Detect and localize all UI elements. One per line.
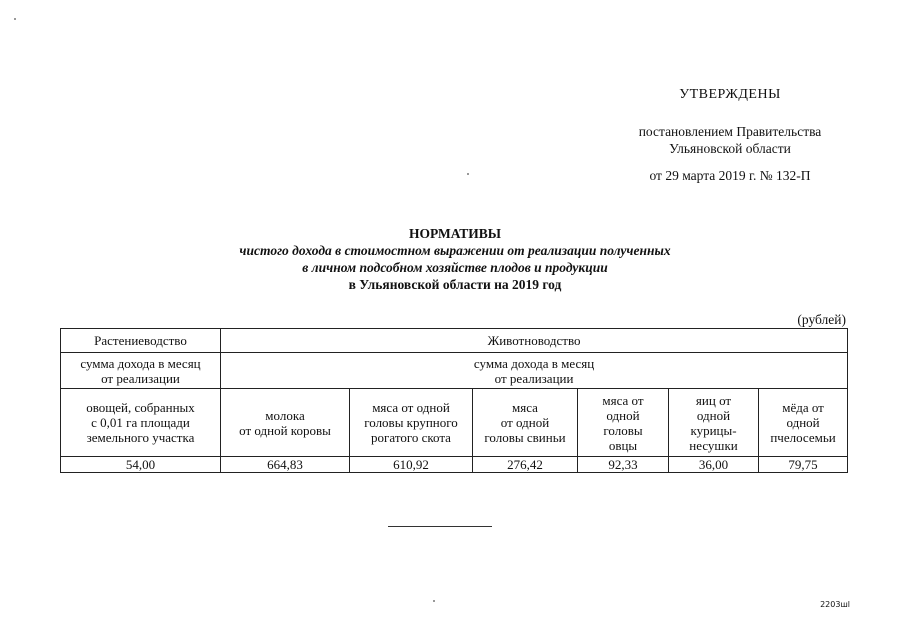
income-crop-line: от реализации <box>101 370 180 386</box>
column-header-mutton <box>578 389 669 457</box>
value-milk: 664,83 <box>221 457 350 473</box>
scan-speck <box>467 173 469 175</box>
heading-title: НОРМАТИВЫ <box>408 226 502 241</box>
column-header-line: мяса <box>512 400 538 415</box>
column-header-line: рогатого скота <box>371 430 451 445</box>
column-header-line: мёда от <box>782 400 824 415</box>
column-header-line: головы свиньи <box>484 430 566 445</box>
column-header-line: от одной коровы <box>239 422 331 438</box>
units-label: (рублей) <box>797 312 846 327</box>
values-row <box>61 457 848 473</box>
header-livestock: Животноводство <box>221 329 848 353</box>
value-vegetables: 54,00 <box>61 457 221 473</box>
norms-table <box>60 328 848 473</box>
column-header-vegetables <box>61 389 221 457</box>
column-header-line: яиц от <box>695 392 732 408</box>
document-code: 2203шl <box>820 600 850 609</box>
heading-line-2: в личном подсобном хозяйстве плодов и продукции <box>302 260 608 275</box>
column-header-line: мяса от <box>602 392 644 408</box>
value-pork: 276,42 <box>473 457 578 473</box>
column-header-milk <box>221 389 350 457</box>
column-header-line: головы <box>603 422 643 438</box>
approval-title: УТВЕРЖДЕНЫ <box>679 87 781 102</box>
header-crop: Растениеводство <box>61 329 221 353</box>
column-header-line: несушки <box>689 437 738 453</box>
column-header-line: земельного участка <box>86 430 195 445</box>
value-eggs: 36,00 <box>669 457 759 473</box>
column-header-line: от одной <box>500 415 550 430</box>
column-header-line: с 0,01 га площади <box>91 415 190 430</box>
column-header-line: овцы <box>608 437 638 453</box>
scan-speck <box>433 600 435 602</box>
column-header-line: одной <box>786 415 820 430</box>
separator-line <box>388 526 492 527</box>
approval-line-1: постановлением Правительства <box>638 124 822 139</box>
column-header-line: мяса от одной <box>372 400 450 415</box>
heading-line-3: в Ульяновской области на 2019 год <box>348 277 562 292</box>
income-livestock-line: сумма дохода в месяц <box>473 355 595 371</box>
approval-line-3: от 29 марта 2019 г. № 132-П <box>649 168 811 183</box>
column-header-line: одной <box>696 407 731 423</box>
scan-speck <box>14 18 16 20</box>
column-header-line: одной <box>606 407 640 423</box>
column-header-line: овощей, собранных <box>86 400 195 415</box>
column-header-line: курицы- <box>690 422 737 438</box>
income-crop-line: сумма дохода в месяц <box>80 355 201 371</box>
column-header-pork <box>473 389 578 457</box>
column-header-line: молока <box>265 407 305 423</box>
income-livestock-line: от реализации <box>494 370 574 386</box>
income-crop-cell <box>61 353 221 389</box>
approval-line-2: Ульяновской области <box>669 141 791 156</box>
column-header-eggs <box>669 389 759 457</box>
value-honey: 79,75 <box>759 457 848 473</box>
document-heading <box>150 225 760 293</box>
heading-line-1: чистого дохода в стоимостном выражении от реализации полученных <box>239 243 671 258</box>
column-header-cattle-meat <box>350 389 473 457</box>
income-livestock-cell <box>221 353 848 389</box>
column-header-honey <box>759 389 848 457</box>
column-header-line: головы крупного <box>364 415 458 430</box>
value-cattle-meat: 610,92 <box>350 457 473 473</box>
value-mutton: 92,33 <box>578 457 669 473</box>
column-header-line: пчелосемьи <box>770 430 836 445</box>
